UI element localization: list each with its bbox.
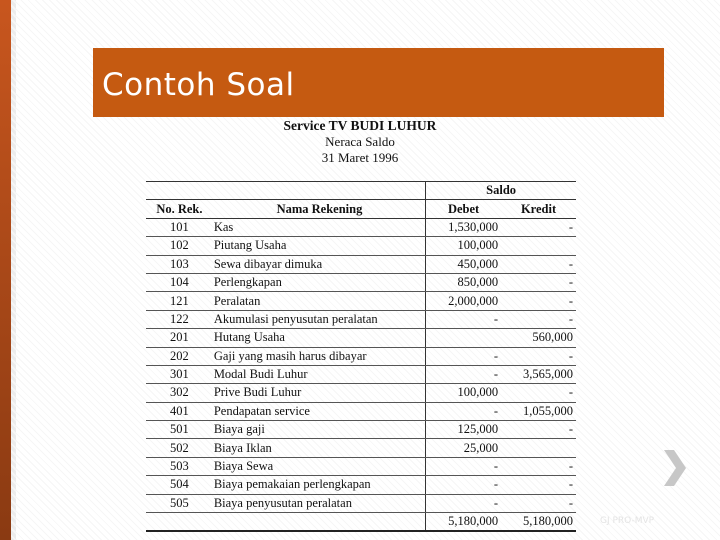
table-row (146, 457, 576, 475)
debet-cell: 2,000,000 (426, 292, 501, 310)
debet-cell: - (426, 457, 501, 475)
total-row (146, 513, 576, 532)
kredit-cell: - (501, 347, 576, 365)
debet-cell: - (426, 494, 501, 512)
statement-name: Neraca Saldo (325, 134, 395, 149)
account-name-cell: Kas (213, 218, 426, 236)
account-name-header: Nama Rekening (213, 200, 426, 218)
kredit-cell: - (501, 457, 576, 475)
table-row (146, 439, 576, 457)
debet-cell: 25,000 (426, 439, 501, 457)
kredit-cell: - (501, 310, 576, 328)
account-number-cell: 504 (146, 476, 213, 494)
footer-label: GJ PRO-MVP (600, 516, 655, 526)
account-number-cell: 201 (146, 329, 213, 347)
debet-cell: - (426, 310, 501, 328)
account-name-cell: Biaya Iklan (213, 439, 426, 457)
account-number-cell: 122 (146, 310, 213, 328)
debet-header: Debet (426, 200, 501, 218)
account-name-cell: Prive Budi Luhur (213, 384, 426, 402)
account-number-cell: 501 (146, 421, 213, 439)
table-row (146, 476, 576, 494)
account-name-cell: Sewa dibayar dimuka (213, 255, 426, 273)
table-row (146, 329, 576, 347)
debet-cell: - (426, 347, 501, 365)
debet-cell: 1,530,000 (426, 218, 501, 236)
table-body (146, 218, 576, 512)
account-name-cell: Akumulasi penyusutan peralatan (213, 310, 426, 328)
report-header (270, 118, 450, 166)
account-number-cell: 302 (146, 384, 213, 402)
debet-cell: 850,000 (426, 273, 501, 291)
total-kredit: 5,180,000 (501, 513, 576, 532)
table-row (146, 237, 576, 255)
debet-cell: 450,000 (426, 255, 501, 273)
total-debet: 5,180,000 (426, 513, 501, 532)
kredit-cell: - (501, 494, 576, 512)
chevron-right-icon[interactable] (660, 446, 690, 490)
table-row (146, 421, 576, 439)
company-name: Service TV BUDI LUHUR (283, 118, 437, 133)
header-row-columns (146, 200, 576, 218)
header-row-group (146, 182, 576, 200)
account-name-cell: Hutang Usaha (213, 329, 426, 347)
account-number-cell: 102 (146, 237, 213, 255)
account-number-cell: 505 (146, 494, 213, 512)
saldo-header: Saldo (426, 182, 576, 200)
kredit-cell: 560,000 (501, 329, 576, 347)
kredit-cell: - (501, 255, 576, 273)
account-name-cell: Modal Budi Luhur (213, 365, 426, 383)
account-name-cell: Pendapatan service (213, 402, 426, 420)
kredit-cell: - (501, 384, 576, 402)
debet-cell (426, 329, 501, 347)
table-row (146, 347, 576, 365)
table-row (146, 384, 576, 402)
kredit-cell: - (501, 476, 576, 494)
account-name-cell: Gaji yang masih harus dibayar (213, 347, 426, 365)
debet-cell: 100,000 (426, 384, 501, 402)
account-name-cell: Biaya pemakaian perlengkapan (213, 476, 426, 494)
kredit-cell: - (501, 292, 576, 310)
account-name-cell: Biaya Sewa (213, 457, 426, 475)
account-number-cell: 301 (146, 365, 213, 383)
title-banner (93, 48, 664, 117)
table-row (146, 273, 576, 291)
kredit-cell: - (501, 273, 576, 291)
kredit-cell: 3,565,000 (501, 365, 576, 383)
account-number-cell: 202 (146, 347, 213, 365)
account-name-cell: Biaya penyusutan peralatan (213, 494, 426, 512)
kredit-cell (501, 237, 576, 255)
table-row (146, 255, 576, 273)
kredit-cell (501, 439, 576, 457)
debet-cell: - (426, 476, 501, 494)
account-name-cell: Biaya gaji (213, 421, 426, 439)
account-name-cell: Peralatan (213, 292, 426, 310)
left-accent-bar (0, 0, 11, 540)
debet-cell: - (426, 365, 501, 383)
account-number-cell: 121 (146, 292, 213, 310)
table-row (146, 494, 576, 512)
report-date: 31 Maret 1996 (321, 150, 399, 165)
debet-cell: 125,000 (426, 421, 501, 439)
table-row (146, 402, 576, 420)
account-number-cell: 104 (146, 273, 213, 291)
slide-title: Contoh Soal (102, 67, 295, 103)
table-row (146, 310, 576, 328)
account-name-cell: Piutang Usaha (213, 237, 426, 255)
table-row (146, 218, 576, 236)
account-number-header: No. Rek. (146, 200, 213, 218)
trial-balance-table (146, 181, 576, 532)
account-number-cell: 103 (146, 255, 213, 273)
table-row (146, 292, 576, 310)
kredit-header: Kredit (501, 200, 576, 218)
table-row (146, 365, 576, 383)
account-number-cell: 401 (146, 402, 213, 420)
kredit-cell: 1,055,000 (501, 402, 576, 420)
debet-cell: - (426, 402, 501, 420)
kredit-cell: - (501, 218, 576, 236)
account-number-cell: 503 (146, 457, 213, 475)
account-number-cell: 502 (146, 439, 213, 457)
kredit-cell: - (501, 421, 576, 439)
debet-cell: 100,000 (426, 237, 501, 255)
account-name-cell: Perlengkapan (213, 273, 426, 291)
account-number-cell: 101 (146, 218, 213, 236)
